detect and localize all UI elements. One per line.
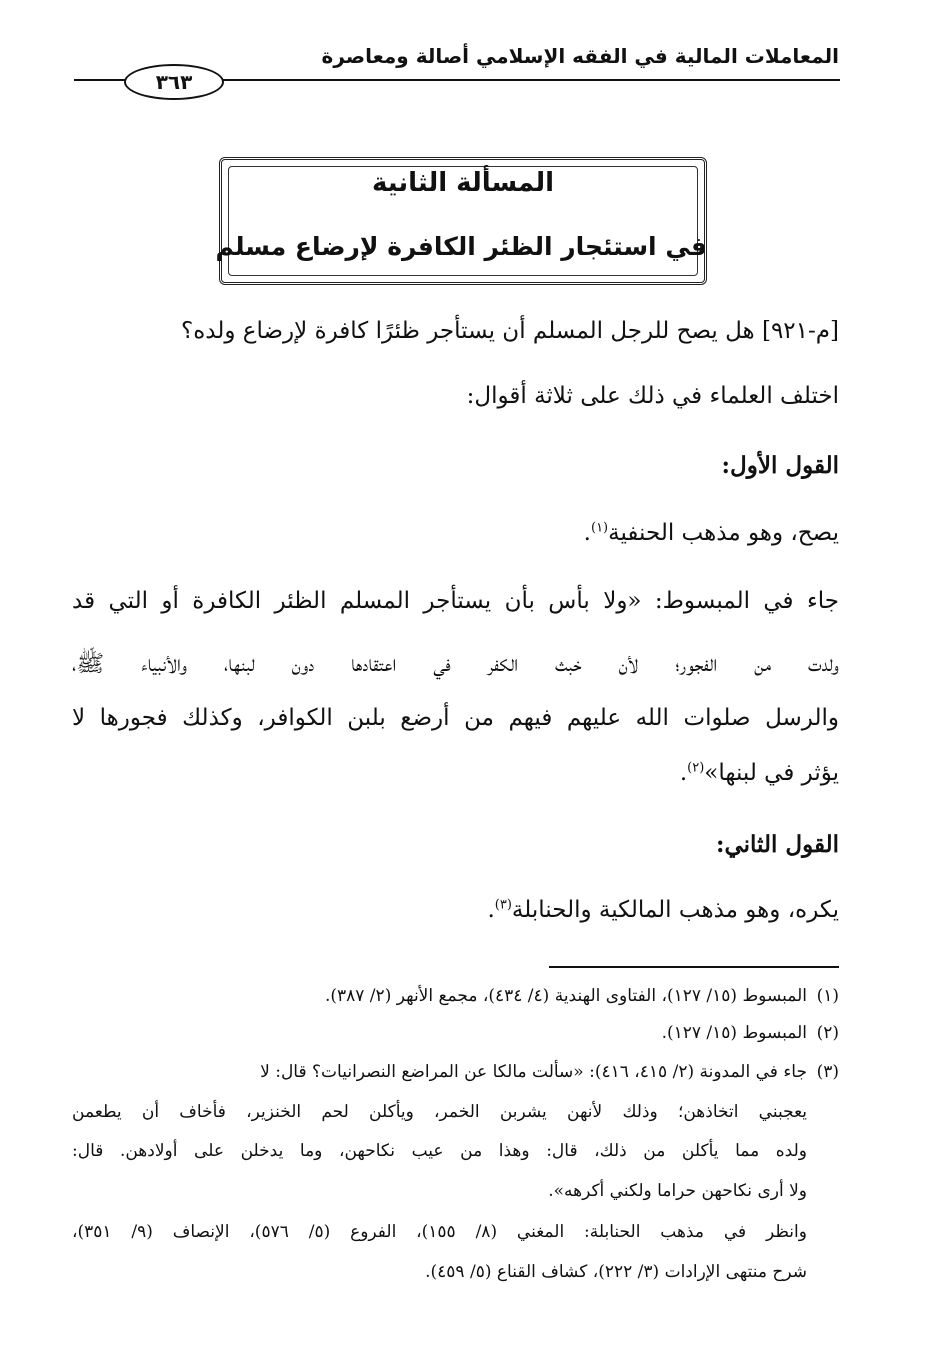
- quote-last-text: يؤثر في لبنها»: [704, 760, 839, 786]
- quote-line: والرسل صلوات الله عليهم فيهم من أرضع بلبن الكوافر، وكذلك فجورها لا: [72, 705, 839, 731]
- footnote-3-line: ولده مما يأكلن من ذلك، قال: وهذا من عيب نكاحهن، وما يدخلن على أولادهن. قال:: [72, 1141, 807, 1161]
- section-subtitle: في استئجار الظئر الكافرة لإرضاع مسلم: [215, 232, 707, 261]
- footnote-ref-2: (٢): [687, 760, 705, 776]
- question-paragraph: [م-٩٢١] هل يصح للرجل المسلم أن يستأجر ظئرًا كافرة لإرضاع ولده؟: [181, 318, 839, 344]
- quote-last-line: [680, 760, 839, 786]
- first-opinion-text: [584, 520, 839, 546]
- page-number: ٣٦٣: [124, 64, 224, 100]
- first-opinion-heading: القول الأول:: [721, 452, 839, 479]
- running-header-title: المعاملات المالية في الفقه الإسلامي أصالة ومعاصرة: [321, 44, 839, 68]
- intro-paragraph: اختلف العلماء في ذلك على ثلاثة أقوال:: [466, 383, 839, 409]
- footnote-3: [260, 1062, 839, 1082]
- footnote-marker: (١): [816, 986, 839, 1006]
- first-opinion-body: يصح، وهو مذهب الحنفية: [608, 520, 839, 546]
- footnote-marker: (٢): [816, 1023, 839, 1043]
- footnote-ref-1: (١): [590, 520, 609, 536]
- footnote-separator: [549, 966, 839, 968]
- second-opinion-period: .: [487, 897, 495, 923]
- footnote-3-extra-line: شرح منتهى الإرادات (٣/ ٢٢٢)، كشاف القناع (٥/ ٤٥٩).: [425, 1262, 807, 1282]
- second-opinion-heading: القول الثاني:: [715, 831, 839, 858]
- footnote-2: [662, 1023, 839, 1043]
- footnote-text: جاء في المدونة (٢/ ٤١٥، ٤١٦): «سألت مالكا عن المراضع النصرانيات؟ قال: لا: [260, 1062, 807, 1082]
- footnote-text: المبسوط (١٥/ ١٢٧)، الفتاوى الهندية (٤/ ٤٣٤)، مجمع الأنهر (٢/ ٣٨٧).: [324, 986, 807, 1006]
- footnote-3-line: يعجبني اتخاذهن؛ وذلك لأنهن يشربن الخمر، ويأكلن لحم الخنزير، فأخاف أن يطعمن: [72, 1102, 807, 1122]
- second-opinion-body: يكره، وهو مذهب المالكية والحنابلة: [511, 897, 839, 923]
- footnote-text: المبسوط (١٥/ ١٢٧).: [661, 1023, 807, 1043]
- footnote-3-line: ولا أرى نكاحهن حراما ولكني أكرهه».: [548, 1181, 807, 1201]
- quote-period: .: [679, 760, 688, 786]
- footnote-marker: (٣): [816, 1062, 839, 1082]
- quote-line: ولدت من الفجور؛ لأن خبث الكفر في اعتقادها دون لبنها، والأنبياء ﷺ،: [72, 651, 839, 677]
- footnote-ref-3: (٣): [494, 897, 512, 913]
- quote-line: جاء في المبسوط: «ولا بأس بأن يستأجر المسلم الظئر الكافرة أو التي قد: [72, 588, 839, 614]
- footnote-1: [325, 986, 839, 1006]
- footnote-3-extra-line: وانظر في مذهب الحنابلة: المغني (٨/ ١٥٥)، الفروع (٥/ ٥٧٦)، الإنصاف (٩/ ٣٥١)،: [72, 1222, 807, 1242]
- section-title: المسألة الثانية: [371, 168, 555, 198]
- second-opinion-text: [487, 897, 839, 923]
- first-opinion-period: .: [583, 520, 591, 546]
